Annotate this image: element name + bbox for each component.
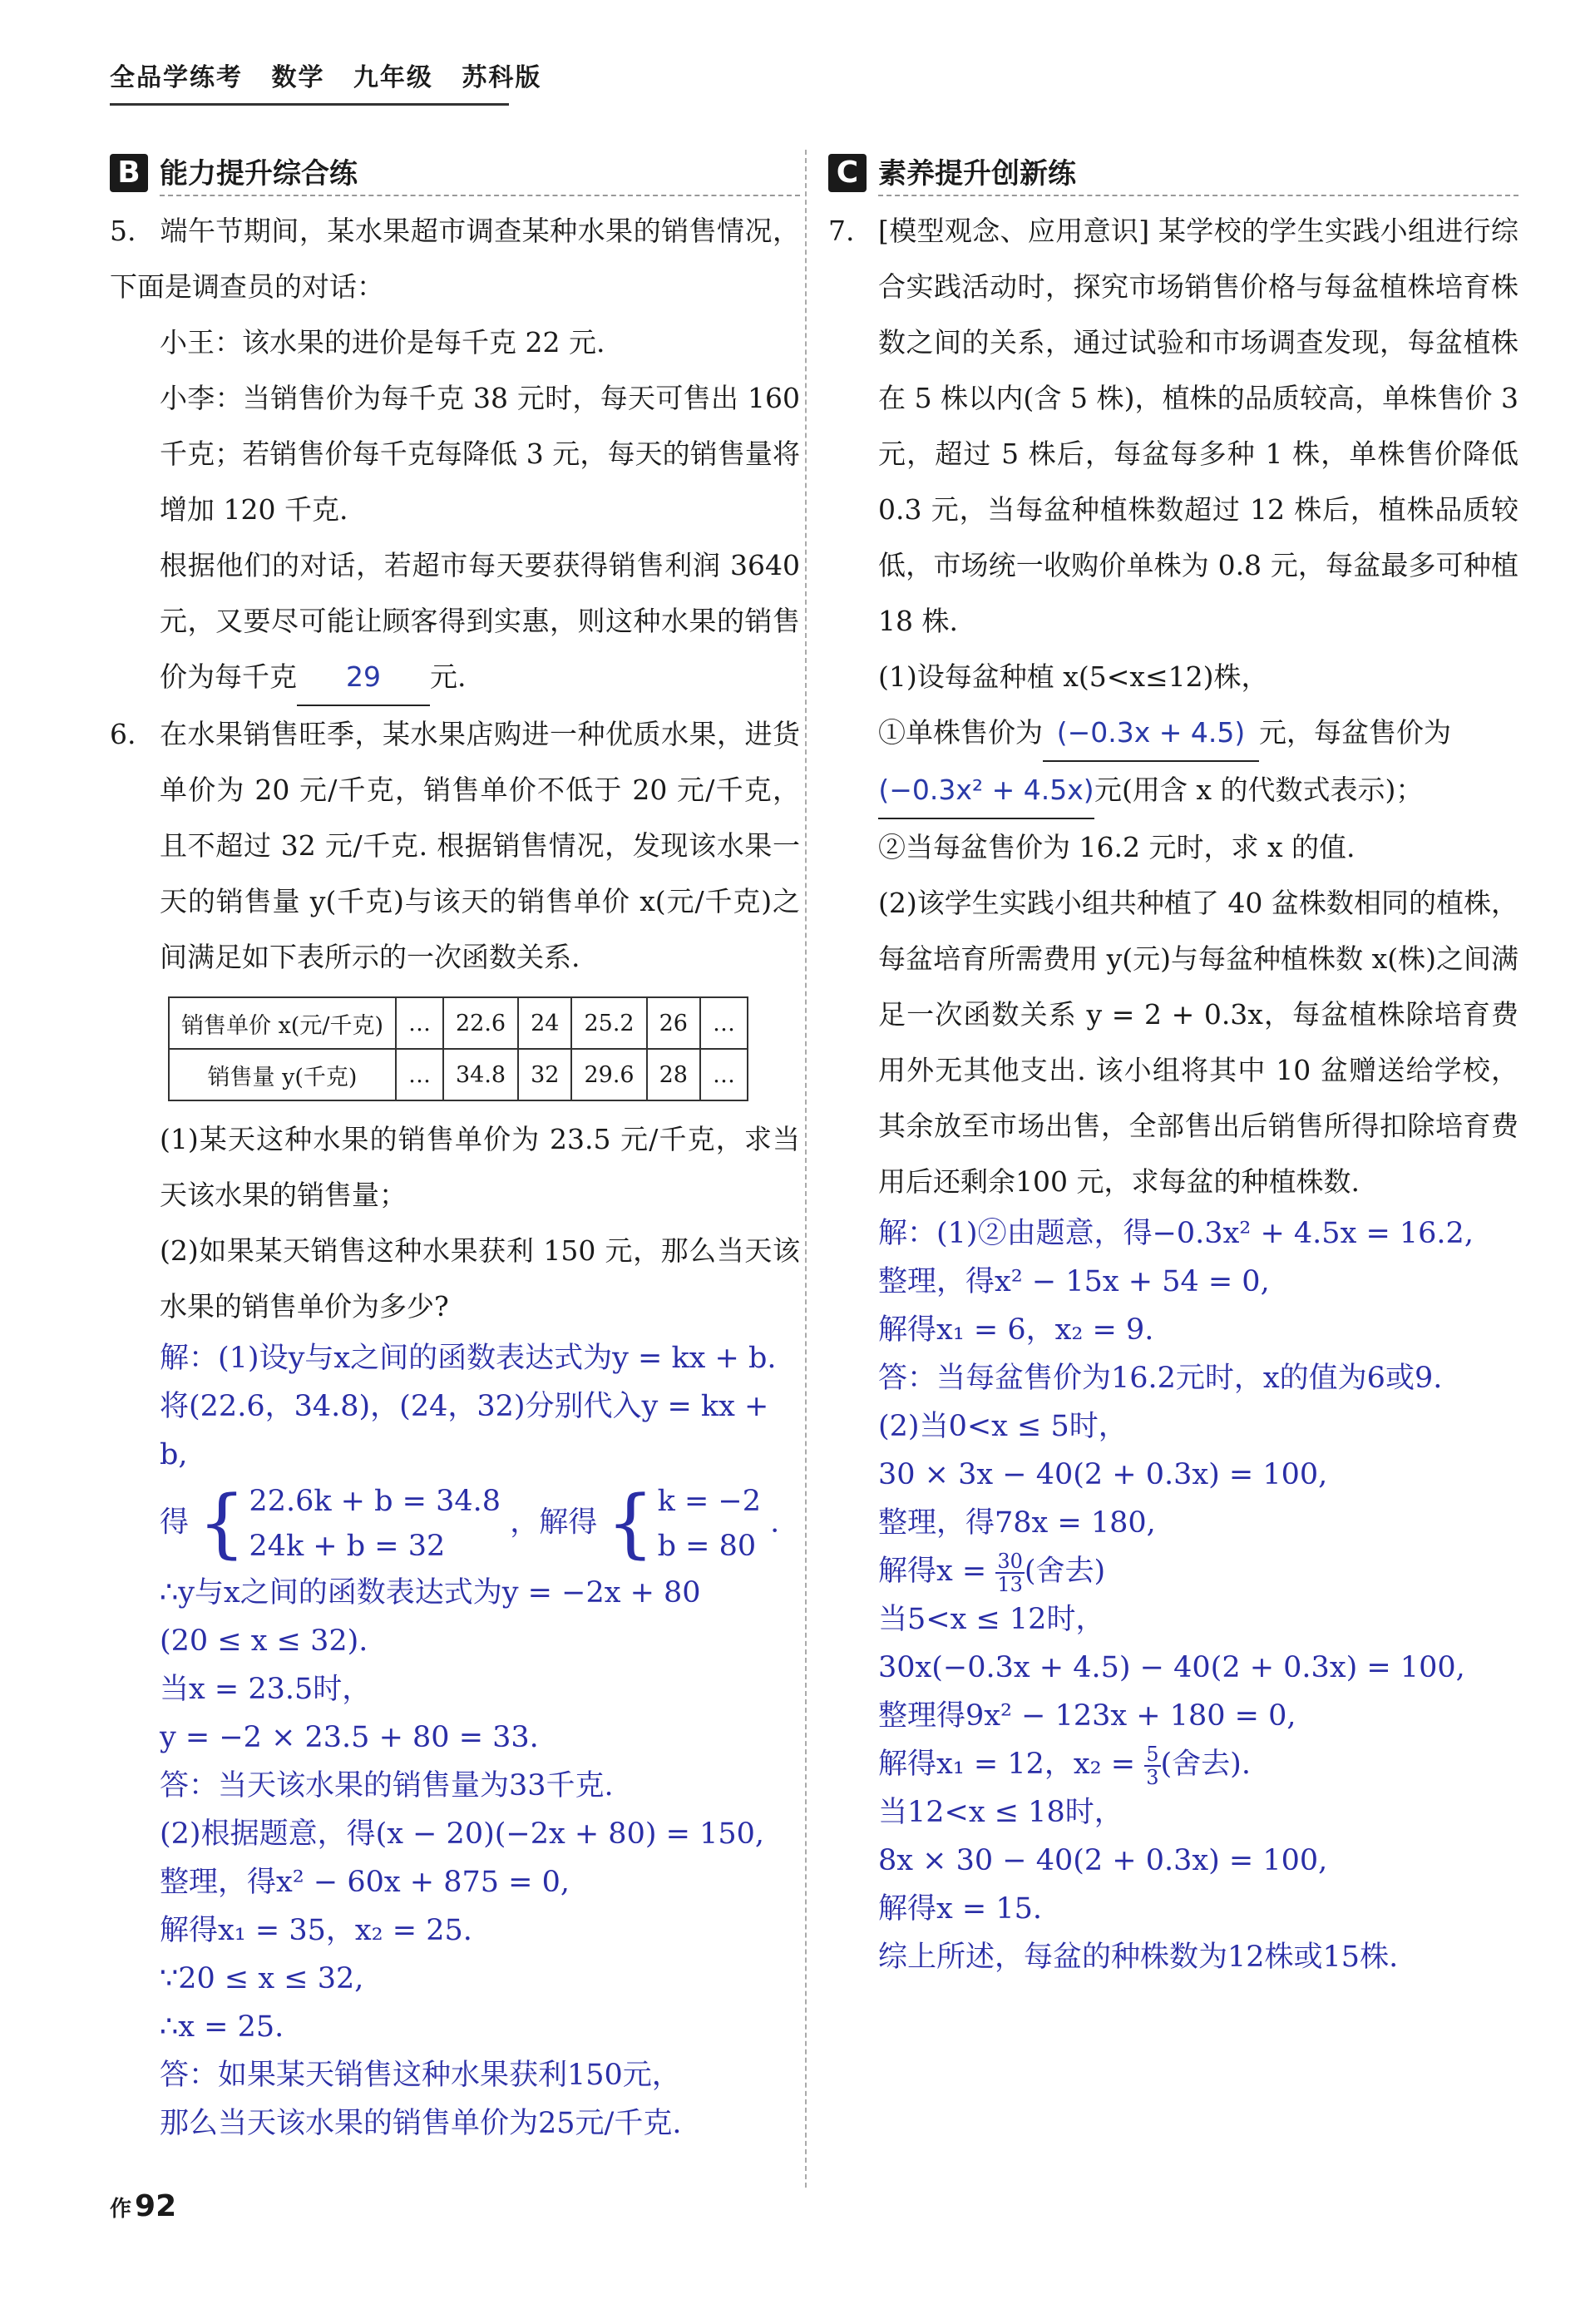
q7-sol-line: 解得x = 15. — [878, 1892, 1042, 1926]
section-b-title: 能力提升综合练 — [160, 151, 800, 196]
q6-sol-line: 整理，得x² − 60x + 875 = 0, — [160, 1866, 570, 1899]
fraction — [995, 1550, 1025, 1595]
q6-part-1: (1)某天这种水果的销售单价为 23.5 元/千克，求当天该水果的销售量； — [160, 1123, 800, 1211]
q6-sol-line: 解：(1)设y与x之间的函数表达式为y = kx + b. — [160, 1342, 777, 1375]
question-7 — [828, 203, 1518, 1209]
q7-sol-line: 答：当每盆售价为16.2元时，x的值为6或9. — [878, 1362, 1443, 1395]
table-cell: 24 — [518, 997, 571, 1049]
q7-sol-line: 当5<x ≤ 12时， — [878, 1603, 1105, 1636]
q6-sol-line: 答：如果某天销售这种水果获利150元， — [160, 2059, 681, 2092]
q6-sol-de: 得 — [160, 1506, 190, 1540]
q7-sol-line: 整理，得78x = 180, — [878, 1506, 1156, 1540]
q6-sol-dot: . — [770, 1506, 780, 1540]
q7-part-1: (1)设每盆种植 x(5<x≤12)株， — [878, 660, 1269, 693]
q7-p1a-post: 元(用含 x 的代数式表示)； — [1094, 774, 1424, 806]
table-cell: … — [396, 997, 443, 1049]
q7-part-2: (2)该学生实践小组共种植了 40 盆株数相同的植株，每盆培育所需费用 y(元)与每盆种植株数 x(株)之间满足一次函数关系 y = 2 + 0.3x，每盆植株除培育费用外无其他支出. 该小组将其中 10 盆赠送给学校，其余放至市场出售，全部售出后销售所得扣除培育费用后还剩余100 元，求每盆的种植株数. — [878, 887, 1518, 1198]
section-b-letter: B — [110, 154, 148, 192]
q6-sol-jiede: ，解得 — [510, 1506, 598, 1540]
q7-sol-line: 30x(−0.3x + 4.5) − 40(2 + 0.3x) = 100, — [878, 1651, 1465, 1684]
q6-sol-line: (2)根据题意，得(x − 20)(−2x + 80) = 150, — [160, 1817, 765, 1851]
numerator: 30 — [997, 1549, 1023, 1573]
left-column — [110, 150, 800, 2148]
q7-sol-line: 整理得9x² − 123x + 180 = 0, — [878, 1699, 1296, 1733]
q7-solution — [828, 1209, 1518, 1981]
q7-sol-line: 解得x₁ = 6，x₂ = 9. — [878, 1313, 1154, 1347]
q7-part-1a — [828, 705, 1518, 819]
q7-answer-blank-1: (−0.3x + 4.5) — [1043, 705, 1259, 762]
q7-part-1b: ②当每盆售价为 16.2 元时，求 x 的值. — [878, 831, 1356, 863]
equation: 24k + b = 32 — [249, 1530, 446, 1563]
q6-sol-line: 当x = 23.5时， — [160, 1673, 372, 1706]
q7-sol-line-frac — [878, 1547, 1518, 1595]
q7-answer-blank-2: (−0.3x² + 4.5x) — [878, 762, 1094, 819]
book-header — [110, 57, 542, 106]
q7-sol-line: 8x × 30 − 40(2 + 0.3x) = 100, — [878, 1844, 1328, 1877]
equation: k = −2 — [657, 1485, 762, 1518]
q6-stem: 在水果销售旺季，某水果店购进一种优质水果，进货单价为 20 元/千克，销售单价不低于 20 元/千克，且不超过 32 元/千克. 根据销售情况，发现该水果一天的销售量 y(千克)与该天的销售单价 x(元/千克)之间满足如下表所示的一次函数关系. — [160, 718, 800, 973]
q7-sol-line: 30 × 3x − 40(2 + 0.3x) = 100, — [878, 1458, 1328, 1491]
header-grade: 九年级 — [353, 63, 433, 92]
section-b-heading — [110, 150, 800, 196]
q5-line-2: 小王：该水果的进价是每千克 22 元. — [160, 326, 605, 358]
header-series: 全品学练考 — [110, 63, 243, 92]
table-cell: 32 — [518, 1049, 571, 1100]
q6-number: 6. — [110, 718, 136, 750]
table-row — [169, 1049, 748, 1100]
q6-sol-line: y = −2 × 23.5 + 80 = 33. — [160, 1721, 539, 1754]
q7-sol-line: 当12<x ≤ 18时， — [878, 1796, 1123, 1829]
equation: b = 80 — [657, 1530, 757, 1563]
q7-sol-l12-pre: 解得x₁ = 12，x₂ = — [878, 1748, 1145, 1781]
q6-part-2: (2)如果某天销售这种水果获利 150 元，那么当天该水果的销售单价为多少? — [160, 1234, 800, 1323]
table-header-volume: 销售量 y(千克) — [169, 1049, 396, 1100]
q7-number: 7. — [828, 215, 855, 247]
equation-system-2 — [606, 1479, 761, 1569]
q6-sol-system — [160, 1479, 800, 1569]
table-cell: … — [396, 1049, 443, 1100]
page-number-value: 92 — [135, 2189, 177, 2223]
q7-sol-line: 解：(1)②由题意，得−0.3x² + 4.5x = 16.2, — [878, 1217, 1474, 1250]
table-cell: 29.6 — [571, 1049, 646, 1100]
q6-sol-line: ∴x = 25. — [160, 2010, 284, 2044]
page-prefix: 作 — [110, 2197, 132, 2222]
table-header-price: 销售单价 x(元/千克) — [169, 997, 396, 1049]
section-c-heading — [828, 150, 1518, 196]
table-cell: … — [700, 1049, 748, 1100]
question-5 — [110, 203, 800, 706]
brace-icon: { — [606, 1480, 654, 1567]
right-column — [828, 150, 1518, 1981]
page-number — [110, 2189, 176, 2223]
q5-line-4: 根据他们的对话，若超市每天要获得销售利润 3640 元，又要尽可能让顾客得到实惠，则这种水果的销售价为每千克 — [160, 549, 800, 693]
table-cell: 25.2 — [571, 997, 646, 1049]
numerator: 5 — [1146, 1742, 1159, 1766]
q6-sol-line: 答：当天该水果的销售量为33千克. — [160, 1769, 614, 1802]
table-cell: 22.6 — [443, 997, 518, 1049]
q7-stem: [模型观念、应用意识] 某学校的学生实践小组进行综合实践活动时，探究市场销售价格与每盆植株培育株数之间的关系，通过试验和市场调查发现，每盆植株在 5 株以内(含 5 株)，植株的品质较高，单株售价 3 元，超过 5 株后，每盆每多种 1 株，单株售价降低 0.3 元，当每盆种植株数超过 12 株后，植株品质较低，市场统一收购价单株为 0.8 元，每盆最多可种植 18 株. — [878, 215, 1518, 637]
equation-system-1 — [198, 1479, 501, 1569]
q7-p1a-mid: 元，每盆售价为 — [1259, 716, 1451, 749]
q7-sol-line-frac — [878, 1740, 1518, 1788]
q7-sol-line: (2)当0<x ≤ 5时， — [878, 1410, 1128, 1443]
header-edition: 苏科版 — [462, 63, 542, 92]
q5-line-3: 小李：当销售价为每千克 38 元时，每天可售出 160 千克；若销售价每千克每降低 3 元，每天的销售量将增加 120 千克. — [160, 382, 800, 526]
table-cell: 34.8 — [443, 1049, 518, 1100]
q5-number: 5. — [110, 215, 136, 247]
section-c-letter: C — [828, 154, 867, 192]
question-6 — [110, 706, 800, 985]
table-cell: 28 — [647, 1049, 700, 1100]
q5-answer-blank: 29 — [297, 649, 430, 706]
brace-icon: { — [198, 1480, 246, 1567]
q6-sol-line: 将(22.6，34.8)，(24，32)分别代入y = kx + b, — [160, 1390, 769, 1471]
sales-table — [168, 996, 748, 1101]
q7-sol-l8-pre: 解得x = — [878, 1555, 996, 1588]
q6-sol-line: (20 ≤ x ≤ 32). — [160, 1624, 368, 1658]
table-row — [169, 997, 748, 1049]
q5-line-1: 端午节期间，某水果超市调查某种水果的销售情况，下面是调查员的对话： — [110, 215, 800, 303]
q6-solution — [110, 1334, 800, 2148]
q7-sol-line: 综上所述，每盆的种株数为12株或15株. — [878, 1941, 1399, 1974]
q7-sol-line: 整理，得x² − 15x + 54 = 0, — [878, 1265, 1270, 1298]
q7-sol-l8-post: (舍去) — [1024, 1555, 1106, 1588]
table-cell: … — [700, 997, 748, 1049]
fraction — [1144, 1743, 1160, 1788]
q6-sol-line: 解得x₁ = 35，x₂ = 25. — [160, 1914, 472, 1947]
column-divider — [805, 150, 807, 2188]
section-c-title: 素养提升创新练 — [878, 151, 1518, 196]
q6-sol-line: ∴y与x之间的函数表达式为y = −2x + 80 — [160, 1576, 701, 1609]
header-subject: 数学 — [271, 63, 325, 92]
equation: 22.6k + b = 34.8 — [249, 1485, 501, 1518]
q6-sol-line: ∵20 ≤ x ≤ 32, — [160, 1962, 364, 1995]
q7-p1a-pre: ①单株售价为 — [878, 716, 1043, 749]
denominator: 13 — [997, 1572, 1023, 1596]
q5-tail: 元. — [430, 660, 467, 693]
q7-sol-l12-post: (舍去). — [1160, 1748, 1251, 1781]
table-cell: 26 — [647, 997, 700, 1049]
denominator: 3 — [1146, 1765, 1159, 1789]
q6-sol-line: 那么当天该水果的销售单价为25元/千克. — [160, 2107, 682, 2140]
